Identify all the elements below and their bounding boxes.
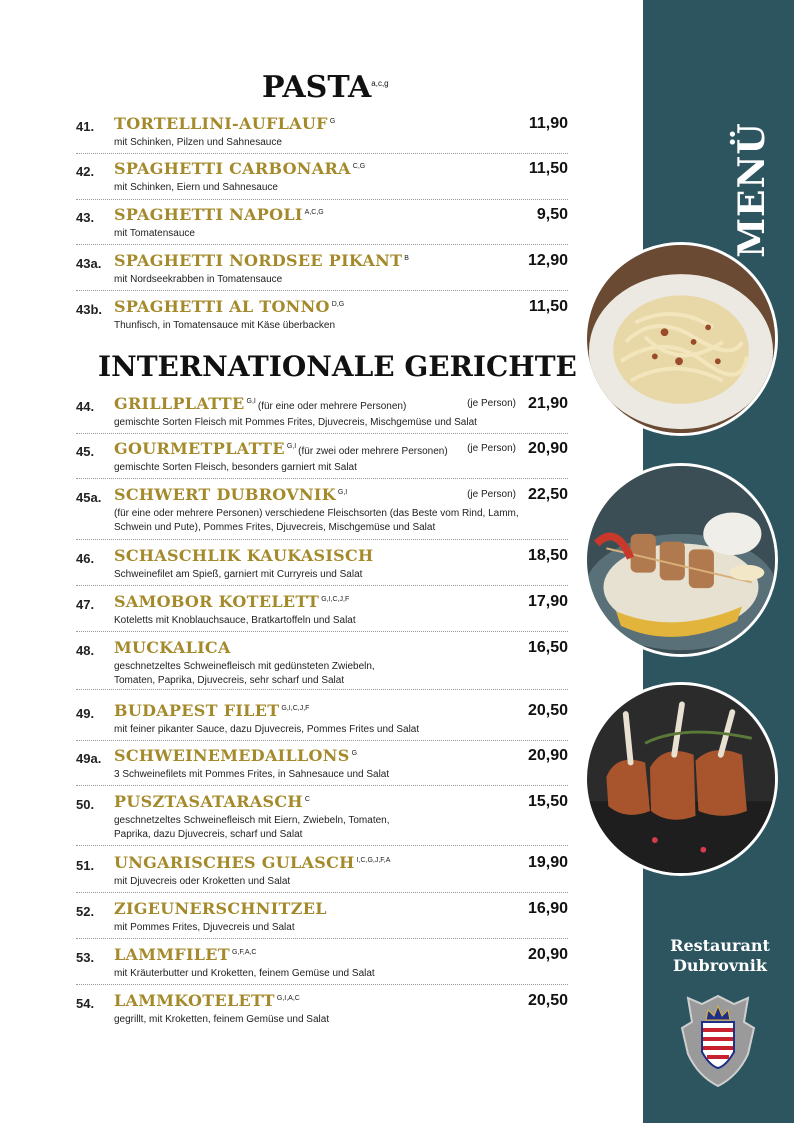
skewer-photo xyxy=(584,463,778,657)
item-number: 41. xyxy=(76,119,95,134)
item-name xyxy=(114,899,327,918)
item-name xyxy=(114,592,349,611)
menu-item xyxy=(76,114,568,154)
menu-item xyxy=(76,297,568,337)
item-name-text: PUSZTASATARASCH xyxy=(114,792,303,811)
dotted-divider xyxy=(76,631,568,632)
item-allergens: G,I xyxy=(337,488,348,496)
item-allergens: G xyxy=(329,117,336,125)
brand-line-1: Restaurant xyxy=(670,936,770,955)
item-name xyxy=(114,853,390,872)
per-person-label: (je Person) xyxy=(467,443,516,454)
item-name xyxy=(114,159,365,178)
item-allergens: G,I,A,C xyxy=(276,994,300,1002)
item-name-text: LAMMFILET xyxy=(114,945,230,964)
item-name xyxy=(114,792,310,811)
menu-item xyxy=(76,485,568,540)
item-number: 43. xyxy=(76,210,95,225)
item-price: 11,50 xyxy=(528,298,568,315)
pasta-section-title xyxy=(262,70,389,105)
menu-item xyxy=(76,592,568,632)
dotted-divider xyxy=(76,845,568,846)
item-allergens: G,I xyxy=(286,442,297,450)
item-name-text: MUCKALICA xyxy=(114,638,231,657)
item-description: mit Schinken, Pilzen und Sahnesauce xyxy=(114,137,282,148)
item-description: mit Djuvecreis oder Kroketten und Salat xyxy=(114,876,291,887)
item-allergens: D,G xyxy=(331,300,345,308)
item-name-text: LAMMKOTELETT xyxy=(114,991,275,1010)
menu-item xyxy=(76,159,568,200)
item-name-text: ZIGEUNERSCHNITZEL xyxy=(114,899,327,918)
menu-item xyxy=(76,205,568,245)
menu-item xyxy=(76,853,568,893)
item-number: 54. xyxy=(76,996,95,1011)
dotted-divider xyxy=(76,689,568,690)
item-name-text: BUDAPEST FILET xyxy=(114,701,280,720)
item-name xyxy=(114,701,309,720)
dotted-divider xyxy=(76,740,568,741)
menu-item xyxy=(76,638,568,690)
item-allergens: C xyxy=(304,795,310,803)
item-name-text: SPAGHETTI NAPOLI xyxy=(114,205,303,224)
item-name-text: GOURMETPLATTE xyxy=(114,439,285,458)
brand-line-2: Dubrovnik xyxy=(673,956,767,975)
item-price: 20,50 xyxy=(527,702,568,719)
item-description: Schweinefilet am Spieß, garniert mit Curryreis und Salat xyxy=(114,569,363,580)
item-description: (für eine oder mehrere Personen) verschiedene Fleischsorten (das Beste vom Rind, Lamm, Schwein und Pute), Pommes Frites, Djuvecreis, Mischgemüse und Salat xyxy=(114,508,519,533)
menu-label-text: MENÜ xyxy=(731,122,773,258)
menu-item xyxy=(76,792,568,846)
item-name xyxy=(114,439,448,458)
per-person-label: (je Person) xyxy=(467,489,516,500)
menu-label xyxy=(726,122,778,258)
lamb-photo xyxy=(584,682,778,876)
item-name xyxy=(114,394,406,413)
item-number: 50. xyxy=(76,797,95,812)
menu-item xyxy=(76,394,568,434)
menu-item xyxy=(76,439,568,479)
item-name xyxy=(114,114,335,133)
pasta-photo xyxy=(584,242,778,436)
item-price: 20,50 xyxy=(527,992,568,1009)
item-name xyxy=(114,485,347,504)
item-price: 20,90 xyxy=(527,747,568,764)
item-price: 9,50 xyxy=(536,206,568,223)
item-allergens: I,C,G,J,F,A xyxy=(356,856,391,864)
item-name-text: SPAGHETTI CARBONARA xyxy=(114,159,351,178)
item-description: mit Nordseekrabben in Tomatensauce xyxy=(114,274,283,285)
pasta-title-allergens: a,c,g xyxy=(371,79,389,88)
item-description: gemischte Sorten Fleisch, besonders garniert mit Salat xyxy=(114,462,357,473)
item-price: 12,90 xyxy=(527,252,568,269)
dotted-divider xyxy=(76,433,568,434)
dotted-divider xyxy=(76,892,568,893)
item-name xyxy=(114,945,257,964)
crest-icon xyxy=(678,992,758,1088)
item-number: 49a. xyxy=(76,751,102,766)
item-price: 19,90 xyxy=(527,854,568,871)
item-name xyxy=(114,251,409,270)
item-number: 42. xyxy=(76,164,95,179)
item-description: mit Kräuterbutter und Kroketten, feinem Gemüse und Salat xyxy=(114,968,375,979)
item-number: 48. xyxy=(76,643,95,658)
item-allergens: A,C,G xyxy=(304,208,324,216)
item-name-text: SPAGHETTI AL TONNO xyxy=(114,297,330,316)
item-description: 3 Schweinefilets mit Pommes Frites, in Sahnesauce und Salat xyxy=(114,769,390,780)
item-number: 45a. xyxy=(76,490,102,505)
item-name-text: SCHWERT DUBROVNIK xyxy=(114,485,336,504)
item-description: mit Pommes Frites, Djuvecreis und Salat xyxy=(114,922,295,933)
item-name-text: SPAGHETTI NORDSEE PIKANT xyxy=(114,251,403,270)
item-name-text: SCHWEINEMEDAILLONS xyxy=(114,746,350,765)
item-description: mit feiner pikanter Sauce, dazu Djuvecreis, Pommes Frites und Salat xyxy=(114,724,420,735)
item-description: gemischte Sorten Fleisch mit Pommes Frites, Djuvecreis, Mischgemüse und Salat xyxy=(114,417,477,428)
dotted-divider xyxy=(76,984,568,985)
item-allergens: C,G xyxy=(352,162,366,170)
dotted-divider xyxy=(76,244,568,245)
item-price: 16,90 xyxy=(527,900,568,917)
item-price: 21,90 xyxy=(527,395,568,412)
item-description: mit Tomatensauce xyxy=(114,228,195,239)
item-number: 46. xyxy=(76,551,95,566)
menu-item xyxy=(76,251,568,291)
item-number: 52. xyxy=(76,904,95,919)
item-number: 43a. xyxy=(76,256,102,271)
item-name-text: UNGARISCHES GULASCH xyxy=(114,853,355,872)
item-price: 17,90 xyxy=(527,593,568,610)
item-description: gegrillt, mit Kroketten, feinem Gemüse und Salat xyxy=(114,1014,330,1025)
item-price: 16,50 xyxy=(527,639,568,656)
item-name xyxy=(114,638,231,657)
item-allergens: G,F,A,C xyxy=(231,948,257,956)
menu-item xyxy=(76,899,568,939)
item-name xyxy=(114,991,300,1010)
item-number: 45. xyxy=(76,444,95,459)
item-number: 53. xyxy=(76,950,95,965)
per-person-label: (je Person) xyxy=(467,398,516,409)
item-name xyxy=(114,205,324,224)
dotted-divider xyxy=(76,785,568,786)
item-allergens: G,I,C,J,F xyxy=(321,595,350,603)
item-price: 11,50 xyxy=(528,160,568,177)
item-name xyxy=(114,546,373,565)
dotted-divider xyxy=(76,539,568,540)
item-number: 43b. xyxy=(76,302,103,317)
pasta-title-text: PASTA xyxy=(262,70,372,105)
item-number: 51. xyxy=(76,858,95,873)
item-number: 44. xyxy=(76,399,95,414)
item-name-text: SCHASCHLIK KAUKASISCH xyxy=(114,546,374,565)
item-allergens: G,I xyxy=(246,397,256,405)
item-name-text: GRILLPLATTE xyxy=(114,394,245,413)
item-price: 20,90 xyxy=(527,946,568,963)
menu-item xyxy=(76,746,568,786)
item-note: (für zwei oder mehrere Personen) xyxy=(298,446,448,457)
menu-item xyxy=(76,991,568,1031)
item-number: 49. xyxy=(76,706,95,721)
item-price: 22,50 xyxy=(527,486,568,503)
item-price: 18,50 xyxy=(527,547,568,564)
item-name-text: SAMOBOR KOTELETT xyxy=(114,592,320,611)
item-description: mit Schinken, Eiern und Sahnesauce xyxy=(114,182,278,193)
item-price: 15,50 xyxy=(527,793,568,810)
dotted-divider xyxy=(76,290,568,291)
item-description: Thunfisch, in Tomatensauce mit Käse überbacken xyxy=(114,320,336,331)
item-description: geschnetzeltes Schweinefleisch mit gedünsteten Zwiebeln, Tomaten, Paprika, Djuvecreis, sehr scharf und Salat xyxy=(114,661,375,686)
dotted-divider xyxy=(76,153,568,154)
dotted-divider xyxy=(76,938,568,939)
dotted-divider xyxy=(76,478,568,479)
item-description: geschnetzeltes Schweinefleisch mit Eiern, Zwiebeln, Tomaten, Paprika, dazu Djuvecreis, scharf und Salat xyxy=(114,815,390,840)
item-name xyxy=(114,297,344,316)
item-allergens: B xyxy=(404,254,409,262)
item-name-text: TORTELLINI-AUFLAUF xyxy=(114,114,328,133)
item-allergens: G,I,C,J,F xyxy=(281,704,310,712)
item-price: 11,90 xyxy=(528,115,568,132)
menu-item xyxy=(76,701,568,741)
item-number: 47. xyxy=(76,597,95,612)
item-allergens: G xyxy=(351,749,358,757)
menu-item xyxy=(76,945,568,985)
item-name xyxy=(114,746,357,765)
item-note: (für eine oder mehrere Personen) xyxy=(257,401,407,412)
menu-item xyxy=(76,546,568,586)
intl-section-title: INTERNATIONALE GERICHTE xyxy=(98,350,577,383)
dotted-divider xyxy=(76,585,568,586)
restaurant-brand xyxy=(650,936,790,976)
item-description: Koteletts mit Knoblauchsauce, Bratkartoffeln und Salat xyxy=(114,615,356,626)
item-price: 20,90 xyxy=(527,440,568,457)
dotted-divider xyxy=(76,199,568,200)
